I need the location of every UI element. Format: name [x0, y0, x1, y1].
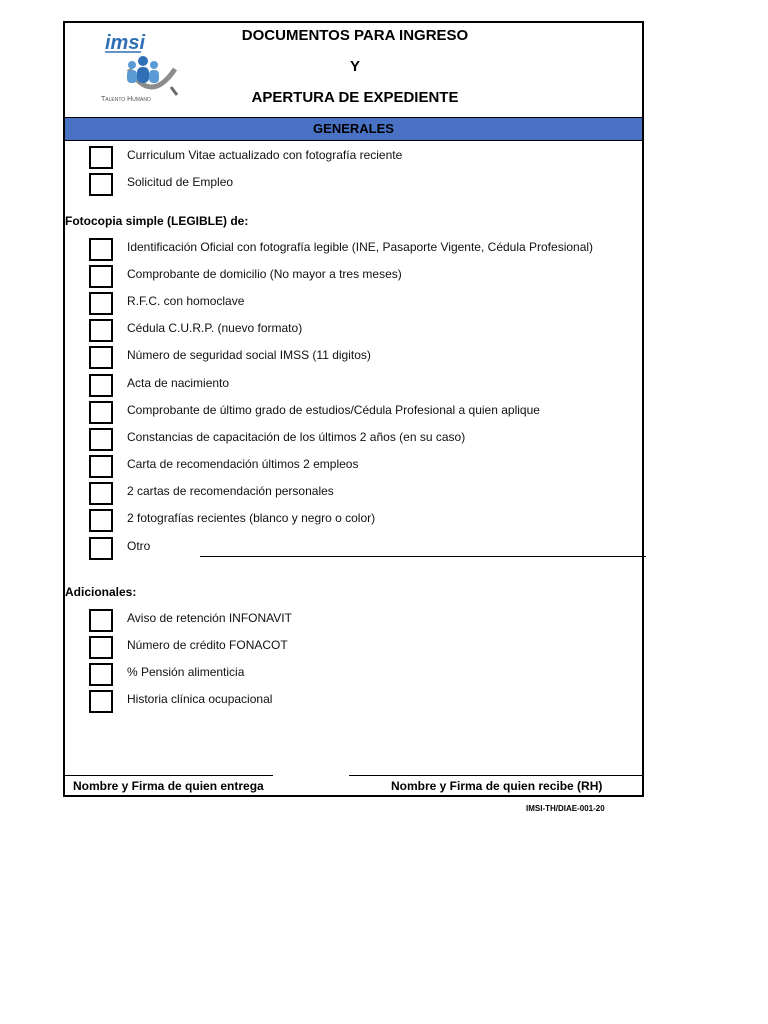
- item-label: Constancias de capacitación de los últimos 2 años (en su caso): [127, 430, 466, 444]
- checkbox[interactable]: [89, 509, 113, 532]
- checkbox[interactable]: [89, 346, 113, 369]
- svg-text:imsi: imsi: [105, 32, 146, 54]
- item-label: Número de crédito FONACOT: [127, 638, 288, 652]
- item-label: Aviso de retención INFONAVIT: [127, 611, 292, 625]
- checkbox[interactable]: [89, 428, 113, 451]
- item-label: 2 fotografías recientes (blanco y negro o color): [127, 511, 376, 525]
- signature-line-recibe[interactable]: [349, 775, 642, 776]
- checkbox[interactable]: [89, 146, 113, 169]
- fotocopia-heading: Fotocopia simple (LEGIBLE) de:: [65, 214, 249, 228]
- title-line-2: Y: [349, 58, 360, 75]
- document-code: IMSI-TH/DIAE-001-20: [526, 804, 605, 813]
- title-line-1: DOCUMENTOS PARA INGRESO: [241, 27, 469, 44]
- checkbox[interactable]: [89, 663, 113, 686]
- checkbox[interactable]: [89, 292, 113, 315]
- item-label: Otro: [127, 539, 151, 553]
- signature-line-entrega[interactable]: [65, 775, 273, 776]
- item-label: Historia clínica ocupacional: [127, 692, 273, 706]
- otro-write-in-line[interactable]: [200, 556, 646, 557]
- item-label: R.F.C. con homoclave: [127, 294, 245, 308]
- checkbox[interactable]: [89, 319, 113, 342]
- talent-logo-icon: [101, 29, 187, 105]
- item-label: 2 cartas de recomendación personales: [127, 484, 334, 498]
- adicionales-heading: Adicionales:: [65, 585, 137, 599]
- item-label: Número de seguridad social IMSS (11 digitos): [127, 348, 371, 362]
- item-label: Comprobante de último grado de estudios/Cédula Profesional a quien aplique: [127, 403, 540, 417]
- checkbox[interactable]: [89, 537, 113, 560]
- item-label: % Pensión alimenticia: [127, 665, 245, 679]
- svg-text:TALENTO HUMANO: TALENTO HUMANO: [101, 96, 151, 103]
- section-header-generales: GENERALES: [65, 117, 642, 141]
- item-label: Acta de nacimiento: [127, 376, 230, 390]
- checkbox[interactable]: [89, 173, 113, 196]
- checkbox[interactable]: [89, 482, 113, 505]
- checkbox[interactable]: [89, 265, 113, 288]
- item-label: Comprobante de domicilio (No mayor a tres meses): [127, 267, 402, 281]
- form-header: [65, 23, 642, 117]
- signature-label-entrega: Nombre y Firma de quien entrega: [73, 779, 264, 793]
- checkbox[interactable]: [89, 401, 113, 424]
- company-logo: [101, 29, 187, 105]
- checkbox[interactable]: [89, 636, 113, 659]
- item-label: Identificación Oficial con fotografía legible (INE, Pasaporte Vigente, Cédula Profesional): [127, 240, 594, 254]
- title-line-3: APERTURA DE EXPEDIENTE: [251, 89, 459, 106]
- document-form: [63, 21, 644, 797]
- signature-label-recibe: Nombre y Firma de quien recibe (RH): [391, 779, 603, 793]
- checkbox[interactable]: [89, 609, 113, 632]
- item-label: Solicitud de Empleo: [127, 175, 234, 189]
- checkbox[interactable]: [89, 238, 113, 261]
- checkbox[interactable]: [89, 374, 113, 397]
- checkbox[interactable]: [89, 690, 113, 713]
- item-label: Cédula C.U.R.P. (nuevo formato): [127, 321, 303, 335]
- checkbox[interactable]: [89, 455, 113, 478]
- item-label: Curriculum Vitae actualizado con fotografía reciente: [127, 148, 403, 162]
- item-label: Carta de recomendación últimos 2 empleos: [127, 457, 359, 471]
